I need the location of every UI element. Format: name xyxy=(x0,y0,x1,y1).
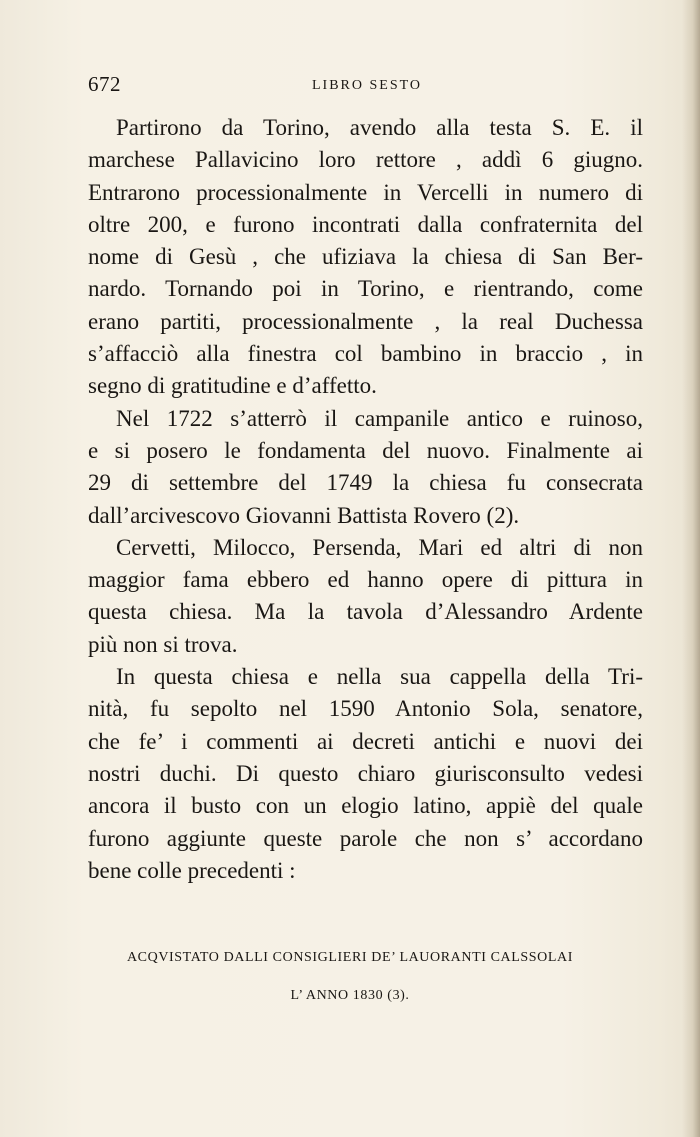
text-line: nostri duchi. Di questo chiaro giurisconsulto vedesi xyxy=(88,760,643,786)
text-line: nità, fu sepolto nel 1590 Antonio Sola, senatore, xyxy=(88,696,643,722)
page-edge-shadow xyxy=(682,0,700,1137)
text-line: Cervetti, Milocco, Persenda, Mari ed altri di non xyxy=(116,534,643,560)
paragraph xyxy=(88,661,643,887)
running-head xyxy=(88,72,648,98)
text-line: furono aggiunte queste parole che non s’ accordano xyxy=(88,825,643,851)
text-line: più non si trova. xyxy=(88,631,238,657)
text-line: che fe’ i commenti ai decreti antichi e nuovi dei xyxy=(88,728,643,754)
text-line: e si posero le fondamenta del nuovo. Finalmente ai xyxy=(88,437,643,463)
text-line: nardo. Tornando poi in Torino, e rientrando, come xyxy=(88,276,643,302)
text-line: maggior fama ebbero ed hanno opere di pittura in xyxy=(88,567,643,593)
text-line: oltre 200, e furono incontrati dalla confraternita del xyxy=(88,211,643,237)
running-title: LIBRO SESTO xyxy=(312,78,423,93)
text-line: erano partiti, processionalmente , la real Duchessa xyxy=(88,308,643,334)
text-line: Nel 1722 s’atterrò il campanile antico e ruinoso, xyxy=(116,405,643,431)
text-line: segno di gratitudine e d’affetto. xyxy=(88,373,377,399)
text-line: questa chiesa. Ma la tavola d’Alessandro Ardente xyxy=(88,599,643,625)
body-text xyxy=(88,112,643,887)
text-line: dall’arcivescovo Giovanni Battista Rovero (2). xyxy=(88,502,520,528)
text-line: Entrarono processionalmente in Vercelli in numero di xyxy=(88,179,643,205)
text-line: bene colle precedenti : xyxy=(88,857,296,883)
text-line: marchese Pallavicino loro rettore , addì 6 giugno. xyxy=(88,147,643,173)
text-line: Partirono da Torino, avendo alla testa S. E. il xyxy=(116,115,643,140)
inscription-line: L’ ANNO 1830 (3). xyxy=(290,988,410,1003)
paragraph xyxy=(88,403,643,532)
text-line: nome di Gesù , che ufiziava la chiesa di San Ber- xyxy=(88,244,643,270)
paragraph xyxy=(88,112,643,403)
page-number: 672 xyxy=(88,72,121,96)
text-line: 29 di settembre del 1749 la chiesa fu consecrata xyxy=(88,470,643,496)
text-line: ancora il busto con un elogio latino, appiè del quale xyxy=(88,793,643,819)
text-line: In questa chiesa e nella sua cappella della Tri- xyxy=(116,664,643,690)
inscription-line: ACQVISTATO DALLI CONSIGLIERI DE’ LAUORANTI CALSSOLAI xyxy=(126,950,574,965)
paragraph xyxy=(88,532,643,661)
text-line: s’affacciò alla finestra col bambino in braccio , in xyxy=(88,341,643,367)
